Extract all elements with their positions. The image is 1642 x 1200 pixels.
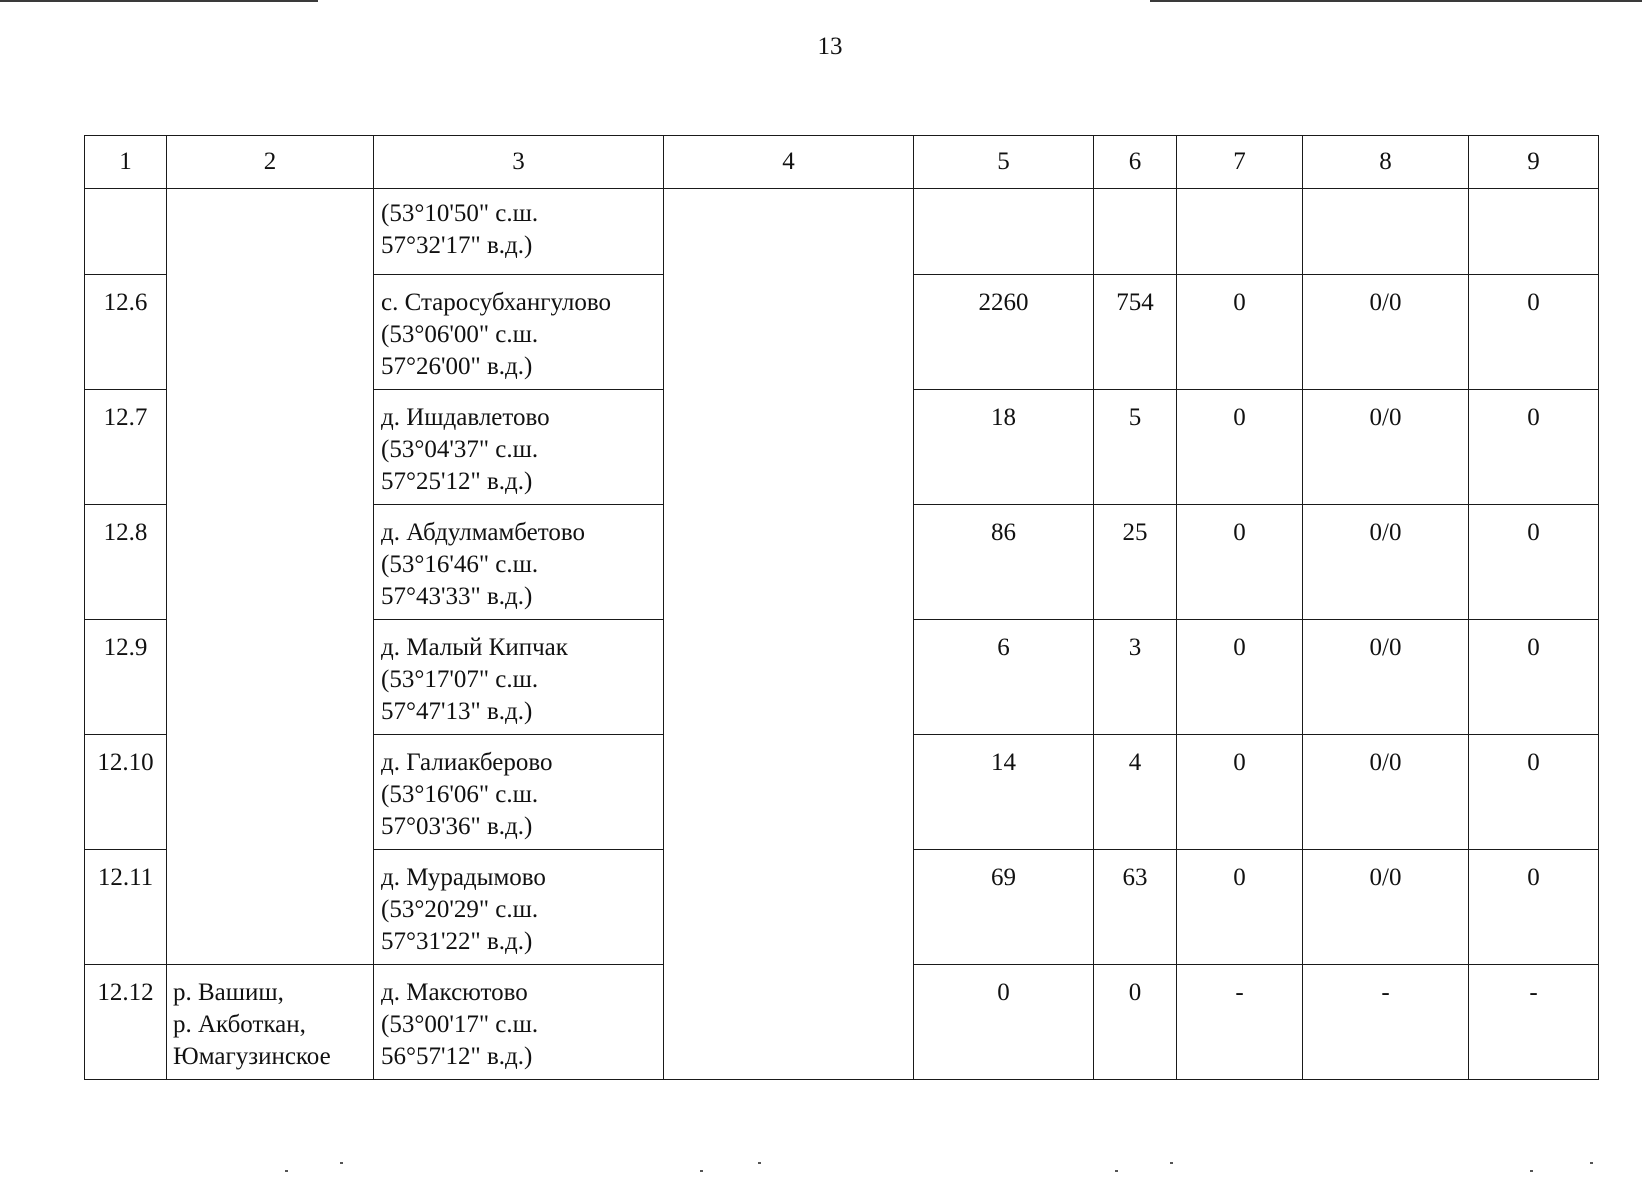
header-col-4: 4 (664, 136, 914, 189)
location-name: д. Мурадымово (381, 864, 546, 891)
scan-edge-line-right (1150, 0, 1642, 2)
location-coord-lon: 57°32'17" в.д.) (381, 232, 533, 259)
value-cell-6: 63 (1094, 850, 1177, 965)
value-cell-7: 0 (1177, 390, 1303, 505)
scan-speck (1590, 1162, 1593, 1164)
location-coord-lat: (53°10'50" с.ш. (381, 200, 539, 227)
value-cell-8: 0/0 (1303, 620, 1469, 735)
col-4-cell-merged (664, 189, 914, 1080)
value-cell-5: 0 (914, 965, 1094, 1080)
scan-speck (1530, 1170, 1533, 1172)
river-name: р. Вашиш, (173, 979, 284, 1006)
location-cell (374, 735, 664, 850)
location-name: д. Абдулмамбетово (381, 519, 585, 546)
value-cell-7: - (1177, 965, 1303, 1080)
value-cell-7: 0 (1177, 620, 1303, 735)
value-cell-5: 6 (914, 620, 1094, 735)
value-cell-6: 25 (1094, 505, 1177, 620)
value-cell-7: 0 (1177, 735, 1303, 850)
value-cell-7 (1177, 189, 1303, 275)
location-cell (374, 620, 664, 735)
header-col-1: 1 (85, 136, 167, 189)
value-cell-8: 0/0 (1303, 735, 1469, 850)
location-coord-lon: 56°57'12" в.д.) (381, 1043, 533, 1070)
location-coord-lat: (53°16'06" с.ш. (381, 781, 539, 808)
location-cell (374, 275, 664, 390)
location-coord-lon: 57°47'13" в.д.) (381, 698, 533, 725)
value-cell-5: 86 (914, 505, 1094, 620)
value-cell-7: 0 (1177, 275, 1303, 390)
header-col-7: 7 (1177, 136, 1303, 189)
value-cell-8 (1303, 189, 1469, 275)
row-id-cell: 12.7 (85, 390, 167, 505)
value-cell-5: 18 (914, 390, 1094, 505)
value-cell-8: - (1303, 965, 1469, 1080)
river-name: р. Акботкан, (173, 1011, 306, 1038)
value-cell-6: 5 (1094, 390, 1177, 505)
header-col-5: 5 (914, 136, 1094, 189)
value-cell-8: 0/0 (1303, 275, 1469, 390)
value-cell-5: 14 (914, 735, 1094, 850)
location-coord-lon: 57°31'22" в.д.) (381, 928, 533, 955)
location-coord-lat: (53°16'46" с.ш. (381, 551, 539, 578)
scan-speck (758, 1162, 761, 1164)
location-coord-lon: 57°26'00" в.д.) (381, 353, 533, 380)
scan-speck (700, 1170, 703, 1172)
scan-edge-line-left (0, 0, 318, 2)
location-name: д. Максютово (381, 979, 528, 1006)
header-col-3: 3 (374, 136, 664, 189)
page-number: 13 (817, 33, 843, 60)
scan-speck (1170, 1162, 1173, 1164)
river-cell-merged (167, 189, 374, 965)
row-id-cell (85, 189, 167, 275)
value-cell-7: 0 (1177, 505, 1303, 620)
value-cell-9: - (1469, 965, 1599, 1080)
location-cell (374, 505, 664, 620)
header-row (85, 136, 1599, 189)
river-name: Юмагузинское (173, 1043, 331, 1070)
header-col-8: 8 (1303, 136, 1469, 189)
scan-speck (285, 1170, 288, 1172)
value-cell-6: 754 (1094, 275, 1177, 390)
location-cell (374, 189, 664, 275)
header-col-6: 6 (1094, 136, 1177, 189)
value-cell-6: 0 (1094, 965, 1177, 1080)
location-name: д. Малый Кипчак (381, 634, 568, 661)
value-cell-6: 3 (1094, 620, 1177, 735)
value-cell-9 (1469, 189, 1599, 275)
scan-speck (340, 1162, 343, 1164)
table-row (85, 189, 1599, 275)
value-cell-6: 4 (1094, 735, 1177, 850)
value-cell-9: 0 (1469, 275, 1599, 390)
scan-speck (1115, 1170, 1118, 1172)
header-col-2: 2 (167, 136, 374, 189)
value-cell-8: 0/0 (1303, 390, 1469, 505)
row-id-cell: 12.9 (85, 620, 167, 735)
value-cell-9: 0 (1469, 850, 1599, 965)
location-coord-lon: 57°25'12" в.д.) (381, 468, 533, 495)
row-id-cell: 12.12 (85, 965, 167, 1080)
value-cell-7: 0 (1177, 850, 1303, 965)
river-cell (167, 965, 374, 1080)
location-coord-lat: (53°06'00" с.ш. (381, 321, 539, 348)
location-cell (374, 965, 664, 1080)
location-coord-lon: 57°03'36" в.д.) (381, 813, 533, 840)
value-cell-9: 0 (1469, 620, 1599, 735)
row-id-cell: 12.6 (85, 275, 167, 390)
value-cell-8: 0/0 (1303, 505, 1469, 620)
location-name: д. Галиакберово (381, 749, 553, 776)
location-cell (374, 850, 664, 965)
row-id-cell: 12.8 (85, 505, 167, 620)
row-id-cell: 12.11 (85, 850, 167, 965)
location-coord-lat: (53°04'37" с.ш. (381, 436, 539, 463)
location-cell (374, 390, 664, 505)
value-cell-9: 0 (1469, 390, 1599, 505)
value-cell-8: 0/0 (1303, 850, 1469, 965)
header-col-9: 9 (1469, 136, 1599, 189)
value-cell-6 (1094, 189, 1177, 275)
location-name: д. Ишдавлетово (381, 404, 550, 431)
value-cell-9: 0 (1469, 505, 1599, 620)
location-coord-lon: 57°43'33" в.д.) (381, 583, 533, 610)
value-cell-9: 0 (1469, 735, 1599, 850)
row-id-cell: 12.10 (85, 735, 167, 850)
value-cell-5: 2260 (914, 275, 1094, 390)
data-table (84, 135, 1599, 1080)
value-cell-5 (914, 189, 1094, 275)
value-cell-5: 69 (914, 850, 1094, 965)
location-coord-lat: (53°20'29" с.ш. (381, 896, 539, 923)
location-name: с. Старосубхангулово (381, 289, 612, 316)
location-coord-lat: (53°17'07" с.ш. (381, 666, 539, 693)
location-coord-lat: (53°00'17" с.ш. (381, 1011, 539, 1038)
